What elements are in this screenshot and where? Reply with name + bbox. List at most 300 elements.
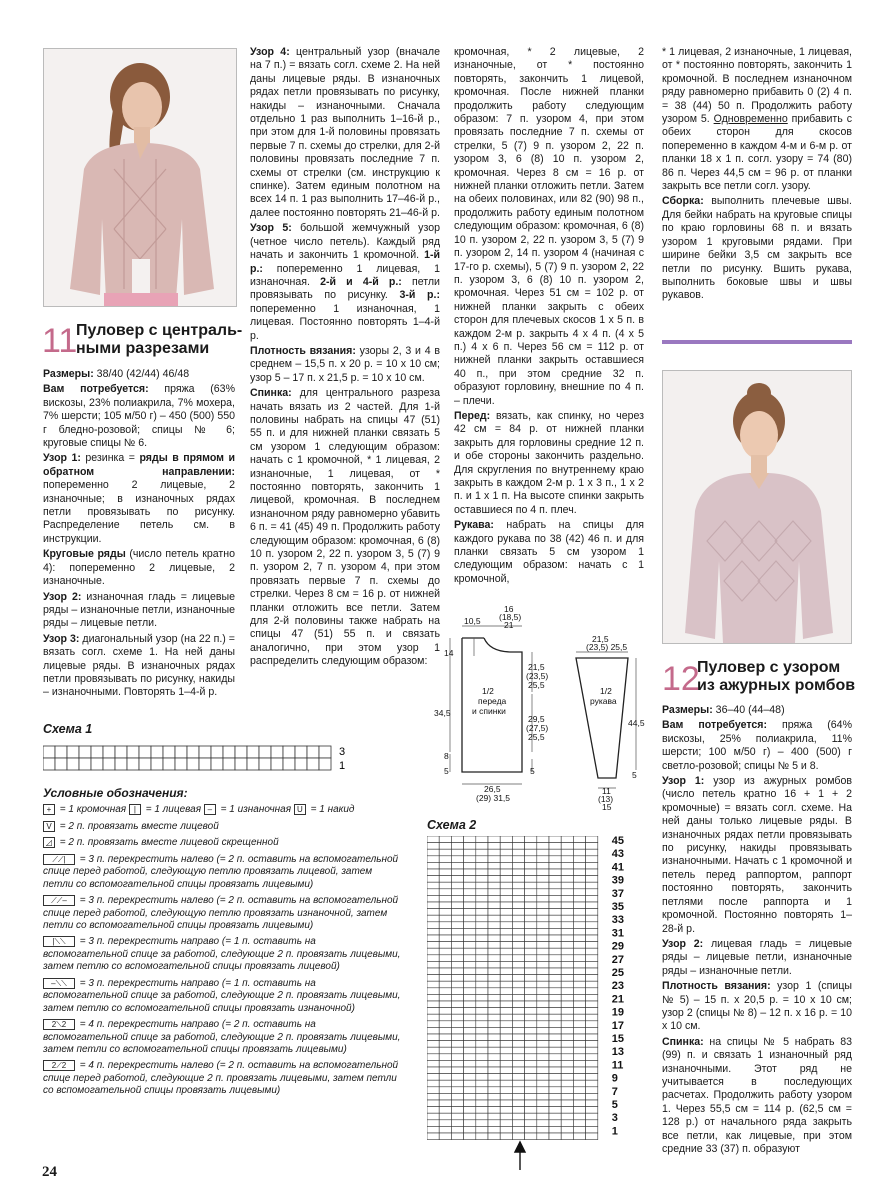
- schema2-cell: [500, 876, 512, 883]
- schema1-cell: [175, 758, 187, 770]
- schema1-cell: [319, 758, 331, 770]
- schema2-cell: [439, 935, 451, 942]
- schema2-cell: [464, 902, 476, 909]
- schema2-row-label: 3: [611, 1112, 618, 1125]
- schema2-cell: [464, 1021, 476, 1028]
- schema2-cell: [451, 1080, 463, 1087]
- schema2-cell: [439, 915, 451, 922]
- schema2-cell: [427, 869, 439, 876]
- materials-value-12: пряжа (64% вискозы, 25% полиакрила, 11% шерсти; 100 м/50 г) – 400 (500) г светло-розовой; спицы № 5 и 8.: [662, 719, 852, 772]
- sleeve-bottom-3: 15: [602, 802, 612, 810]
- schema2-cell: [464, 1087, 476, 1094]
- schema2-cell: [488, 961, 500, 968]
- pattern-11-column-3: [454, 46, 644, 588]
- schema2-cell: [451, 882, 463, 889]
- schema2-cell: [451, 915, 463, 922]
- schema2-cell: [427, 1021, 439, 1028]
- schema2-cell: [537, 981, 549, 988]
- back-label: Спинка:: [250, 387, 292, 400]
- schema2-cell: [586, 895, 598, 902]
- schema2-cell: [439, 1087, 451, 1094]
- schema2-cell: [427, 902, 439, 909]
- schema2-cell: [525, 1067, 537, 1074]
- column4-text-a: * 1 лицевая, 2 изнаночные, 1 лицевая, от * постоянно повторять, закончить 1 кромочной. В последнем изнаночном ряду равномерно прибавить 0 (2) 4 п. = 38 (44) 50 п. Продолжить работу узором 5.: [662, 46, 852, 126]
- schema2-cell: [586, 862, 598, 869]
- legend-item: [43, 804, 401, 817]
- schema2-cell: [427, 1126, 439, 1133]
- schema2-cell: [586, 961, 598, 968]
- schema1-cell: [223, 758, 235, 770]
- schema2-cell: [464, 836, 476, 843]
- schema2-cell: [451, 1027, 463, 1034]
- schema2-cell: [464, 928, 476, 935]
- schema2-cell: [476, 981, 488, 988]
- uzor2-label: Узор 2:: [43, 590, 82, 603]
- schema2-cell: [525, 1041, 537, 1048]
- schema2-cell: [439, 849, 451, 856]
- schema2-cell: [439, 1021, 451, 1028]
- legend-symbol: –: [204, 804, 216, 815]
- schema2-cell: [439, 1041, 451, 1048]
- schema2-cell: [476, 942, 488, 949]
- schema2-cell: [476, 1080, 488, 1087]
- schema2-cell: [500, 975, 512, 982]
- schema2-cell: [488, 1047, 500, 1054]
- schema2-cell: [500, 942, 512, 949]
- schema2-cell: [512, 889, 524, 896]
- legend-item: [43, 854, 401, 891]
- schema2-cell: [488, 968, 500, 975]
- uzor1-label: Узор 1:: [43, 452, 81, 465]
- schema2-cell: [537, 942, 549, 949]
- schema2-cell: [549, 1060, 561, 1067]
- schema2-cell: [586, 1034, 598, 1041]
- schema2-cell: [512, 895, 524, 902]
- schema2-cell: [525, 994, 537, 1001]
- schema2-cell: [561, 1107, 573, 1114]
- schema2-cell: [500, 1080, 512, 1087]
- schema2-cell: [476, 1113, 488, 1120]
- schema2-cell: [427, 948, 439, 955]
- schema1-row-label-3: 3: [339, 746, 346, 758]
- schema2-cell: [537, 935, 549, 942]
- schema2-cell: [427, 1080, 439, 1087]
- schema2-cell: [512, 1041, 524, 1048]
- schema1-cell: [79, 746, 91, 758]
- schema2-cell: [549, 849, 561, 856]
- schema2-cell: [549, 1021, 561, 1028]
- schema2-cell: [573, 856, 585, 863]
- schema2-cell: [488, 882, 500, 889]
- schema2-cell: [573, 1027, 585, 1034]
- schema2-cell: [561, 902, 573, 909]
- schema1-cell: [307, 758, 319, 770]
- schema2-cell: [427, 1047, 439, 1054]
- schema2-cell: [586, 849, 598, 856]
- schema2-cell: [488, 975, 500, 982]
- schema2-cell: [488, 1080, 500, 1087]
- schema2-cell: [439, 1100, 451, 1107]
- schema2-cell: [476, 909, 488, 916]
- schema1-cell: [223, 746, 235, 758]
- schema2-cell: [500, 922, 512, 929]
- schema2-cell: [549, 1120, 561, 1127]
- schema1-cell: [307, 746, 319, 758]
- schema2-cell: [476, 975, 488, 982]
- schema2-cell: [573, 975, 585, 982]
- legend-text: = 3 п. перекрестить налево (= 2 п. оставить на вспомогательной спице перед работой, следующую петлю провязать лицевой, затем петли со вспомогательной спицы провязать лицевыми): [43, 853, 399, 890]
- schema2-cell: [537, 961, 549, 968]
- schema2-cell: [549, 856, 561, 863]
- schema2-cell: [586, 935, 598, 942]
- schema2-cell: [586, 1087, 598, 1094]
- materials-value: пряжа (63% вискозы, 23% полиакрила, 7% мохера, 7% шерсти; 105 м/50 г) – 450 (500) 550 г бледно-розовой; спицы № 6; круговые спицы № 6.: [43, 383, 235, 450]
- schema2-cell: [537, 1133, 549, 1140]
- schema2-cell: [512, 988, 524, 995]
- schema2-cell: [512, 922, 524, 929]
- schema2-cell: [525, 981, 537, 988]
- schema2-cell: [586, 1107, 598, 1114]
- schema2-cell: [451, 1034, 463, 1041]
- schema2-cell: [561, 1060, 573, 1067]
- schema2-cell: [439, 1113, 451, 1120]
- schema2-cell: [561, 1021, 573, 1028]
- schema2-cell: [500, 869, 512, 876]
- schema2-cell: [537, 1080, 549, 1087]
- schema2-cell: [549, 1008, 561, 1015]
- schema2-cell: [586, 1113, 598, 1120]
- legend-text: = 4 п. перекрестить направо (= 2 п. оставить на вспомогательной спице за работой, следующие 2 п. провязать лицевыми, затем петли со вспомогательной спицы провязать лицевыми): [43, 1019, 401, 1056]
- schema1-cell: [151, 746, 163, 758]
- schema2-cell: [549, 981, 561, 988]
- schema2-row-label: 43: [611, 848, 625, 861]
- schema2-cell: [512, 942, 524, 949]
- schema2-cell: [586, 876, 598, 883]
- schema2-cell: [427, 1113, 439, 1120]
- schema2-cell: [451, 1041, 463, 1048]
- uzor1-text-12: узор из ажурных ромбов (число петель кратно 16 + 1 + 2 кромочные) = вязать согл. схеме. На ней даны только лицевые ряды. В изнаночных рядах петли провязывать по рисунку, накиды провязывать изнаночными. Начать с 1 кромочной и петель перед раппортом, раппорт постоянно повторять, закончить петлями после раппорта и 1 кромочной. Постоянно повторять 1–28-й р.: [662, 775, 852, 935]
- schema2-cell: [525, 869, 537, 876]
- schema2-cell: [525, 836, 537, 843]
- uzor1-text-b: попеременно 2 лицевые, 2 изнаночные; в изнаночных рядах петли провязывать по рисунку. Распределение петель см. в инструкции.: [43, 479, 235, 545]
- schema2-cell: [500, 1126, 512, 1133]
- schema2-cell: [488, 1014, 500, 1021]
- legend-text: = 1 кромочная: [57, 804, 129, 816]
- schema2-cell: [512, 1100, 524, 1107]
- schema2-cell: [427, 1100, 439, 1107]
- schema2-cell: [500, 935, 512, 942]
- schema2-cell: [451, 1067, 463, 1074]
- schema2-cell: [476, 862, 488, 869]
- body-top-width-b: (18,5): [499, 612, 522, 622]
- legend-text: = 3 п. перекрестить направо (= 1 п. оставить на вспомогательной спице за работой, следующие 2 п. провязать лицевыми, затем петлю со вспомогательной спицы провязать изнаночной): [43, 977, 401, 1014]
- schema2-cell: [476, 1120, 488, 1127]
- schema2-cell: [525, 928, 537, 935]
- schema2-cell: [573, 948, 585, 955]
- schema2-cell: [512, 1093, 524, 1100]
- schema2-cell: [573, 876, 585, 883]
- schema2-cell: [439, 1060, 451, 1067]
- schema2-cell: [439, 981, 451, 988]
- schema2-cell: [427, 988, 439, 995]
- schema2-row-label: 17: [611, 1019, 625, 1032]
- schema2-cell: [439, 1034, 451, 1041]
- schema2-cell: [451, 862, 463, 869]
- schema2-cell: [512, 843, 524, 850]
- schema2-cell: [525, 1113, 537, 1120]
- schema2-cell: [500, 1034, 512, 1041]
- schema2-cell: [512, 856, 524, 863]
- sleeve-band: 5: [632, 770, 637, 780]
- schema2-cell: [537, 1060, 549, 1067]
- schema2-cell: [537, 922, 549, 929]
- front-text: вязать, как спинку, но через 42 см = 84 р. от нижней планки закрыть для горловины средние 12 п. и обе стороны закончить раздельно. Для скругления по внутреннему краю закрыть в каждом 2-м р. 1 х 3 п., 1 х 2 п. и 1 х 1 п. На высоте спинки закрыть оставшиеся по 4 п. плеч.: [454, 409, 644, 516]
- schema2-cell: [427, 856, 439, 863]
- schema2-cell: [500, 1041, 512, 1048]
- schema2-cell: [573, 1014, 585, 1021]
- materials-label-12: Вам потребуется:: [662, 719, 767, 732]
- schema2-cell: [476, 1107, 488, 1114]
- schema2-cell: [525, 1060, 537, 1067]
- schema2-cell: [573, 1074, 585, 1081]
- schema2-cell: [549, 1014, 561, 1021]
- schema2-cell: [439, 902, 451, 909]
- schema1-cell: [115, 746, 127, 758]
- schema1-cell: [79, 758, 91, 770]
- schema2-cell: [573, 1087, 585, 1094]
- schema2-row-label: 21: [611, 993, 625, 1006]
- schema2-cell: [525, 849, 537, 856]
- uzor5-row3: 3-й р.:: [399, 289, 440, 302]
- density-text: узоры 2, 3 и 4 в среднем – 15,5 п. х 20 р. = 10 х 10 см; узор 5 – 17 п. х 21,5 р. = 10 х 10 см.: [250, 344, 440, 384]
- schema2-cell: [537, 856, 549, 863]
- legend-text: = 3 п. перекрестить направо (= 1 п. оставить на вспомогательной спице за работой, следующие 2 п. провязать лицевыми, затем петлю со вспомогательной спицы провязать лицевой): [43, 936, 401, 973]
- schema2-cell: [537, 909, 549, 916]
- body-slit: 8: [444, 751, 449, 761]
- schema2-cell: [549, 1126, 561, 1133]
- schema2-cell: [512, 1133, 524, 1140]
- uzor2-label-12: Узор 2:: [662, 937, 704, 950]
- schema2-cell: [537, 1041, 549, 1048]
- schema1-cell: [127, 758, 139, 770]
- schema1-cell: [55, 758, 67, 770]
- schema2-cell: [512, 1027, 524, 1034]
- schema2-cell: [549, 994, 561, 1001]
- schema2-cell: [586, 968, 598, 975]
- schema2-cell: [439, 843, 451, 850]
- schema2-cell: [525, 1093, 537, 1100]
- schema2-cell: [525, 1014, 537, 1021]
- schema2-cell: [451, 988, 463, 995]
- uzor2-text: изнаночная гладь = лицевые ряды – изнаночные петли, изнаночные ряды – лицевые петли.: [43, 590, 235, 630]
- pattern-12-number: 12: [662, 660, 700, 698]
- schema2-cell: [549, 895, 561, 902]
- schema2-cell: [537, 928, 549, 935]
- schema2-cell: [573, 981, 585, 988]
- schema2-cell: [427, 968, 439, 975]
- schema2-cell: [561, 1041, 573, 1048]
- schema2-cell: [573, 909, 585, 916]
- legend-item: [43, 1060, 401, 1097]
- schema2-cell: [549, 1093, 561, 1100]
- schema2-cell: [549, 1054, 561, 1061]
- schema2-cell: [586, 1001, 598, 1008]
- schema2-cell: [500, 1021, 512, 1028]
- schema2-cell: [476, 876, 488, 883]
- body-label-2: переда: [478, 696, 507, 706]
- legend-item: [43, 895, 401, 932]
- schema2-cell: [537, 1087, 549, 1094]
- density-label-12: Плотность вязания:: [662, 980, 771, 993]
- schema2-cell: [476, 948, 488, 955]
- schema2-cell: [573, 988, 585, 995]
- schema2-cell: [427, 955, 439, 962]
- pattern-11-column-4: [662, 46, 852, 305]
- schema2-cell: [476, 1133, 488, 1140]
- schema2-cell: [488, 928, 500, 935]
- schema2-row-label: 27: [611, 953, 625, 966]
- schema2-cell: [500, 1008, 512, 1015]
- schema2-cell: [439, 955, 451, 962]
- schema2-cell: [586, 981, 598, 988]
- schema2-cell: [573, 928, 585, 935]
- schema2-cell: [464, 1107, 476, 1114]
- uzor1-label-12: Узор 1:: [662, 775, 705, 788]
- schema2-cell: [512, 935, 524, 942]
- sizes-label-12: Размеры:: [662, 704, 713, 716]
- schema2-cell: [464, 922, 476, 929]
- body-top-width: 16: [504, 604, 514, 614]
- page-number: 24: [42, 1164, 57, 1180]
- schema2-cell: [549, 1087, 561, 1094]
- schema2-cell: [427, 1093, 439, 1100]
- schema2-cell: [476, 1034, 488, 1041]
- schema2-cell: [439, 882, 451, 889]
- schema2-cell: [464, 849, 476, 856]
- schema2-cell: [476, 1074, 488, 1081]
- schema1-cell: [271, 746, 283, 758]
- schema2-cell: [537, 869, 549, 876]
- schema2-cell: [525, 1001, 537, 1008]
- schema2-cell: [537, 1113, 549, 1120]
- schema1-cell: [139, 758, 151, 770]
- schema2-cell: [573, 902, 585, 909]
- schema2-cell: [451, 1113, 463, 1120]
- legend-symbol: |: [129, 804, 141, 815]
- schema2-cell: [561, 1093, 573, 1100]
- schema2-cell: [451, 1093, 463, 1100]
- schema2-cell: [573, 994, 585, 1001]
- schema2-cell: [549, 1001, 561, 1008]
- schema2-cell: [488, 889, 500, 896]
- schema2-cell: [500, 968, 512, 975]
- schema2-cell: [451, 869, 463, 876]
- schema2-cell: [464, 994, 476, 1001]
- schema2-cell: [586, 1080, 598, 1087]
- schema2-cell: [525, 975, 537, 982]
- uzor5-text-a: большой жемчужный узор (четное число петель). Каждый ряд начать и закончить 1 кромочной.: [250, 222, 440, 262]
- schema2-row-label: 37: [611, 887, 625, 900]
- schema2-cell: [586, 1126, 598, 1133]
- schema2-cell: [512, 915, 524, 922]
- schema2-cell: [500, 1107, 512, 1114]
- schema2-cell: [464, 948, 476, 955]
- schema2-cell: [500, 843, 512, 850]
- schema2-cell: [464, 895, 476, 902]
- schema2-cell: [500, 1133, 512, 1140]
- sizes-label: Размеры:: [43, 368, 94, 380]
- schema2-cell: [561, 1014, 573, 1021]
- schema2-cell: [464, 1074, 476, 1081]
- schema2-cell: [525, 915, 537, 922]
- schema2-cell: [488, 1060, 500, 1067]
- schema2-cell: [488, 1107, 500, 1114]
- schema2-cell: [561, 862, 573, 869]
- schema2-cell: [573, 961, 585, 968]
- sleeve-top-2: (23,5) 25,5: [586, 642, 628, 652]
- schema2-cell: [561, 955, 573, 962]
- schema2-cell: [427, 1087, 439, 1094]
- sleeve-bottom-1: 11: [602, 786, 611, 796]
- legend-symbol: ◿: [43, 837, 55, 848]
- schema2-cell: [451, 1014, 463, 1021]
- schema2-cell: [476, 915, 488, 922]
- legend-text: = 3 п. перекрестить налево (= 2 п. оставить на вспомогательной спице перед работой, следующую петлю провязать изнаночной, затем петли со вспомогательной спицы провязать лицевыми): [43, 895, 399, 931]
- legend-text: = 1 накид: [307, 804, 355, 816]
- schema2-cell: [464, 1113, 476, 1120]
- schema2-cell: [512, 1034, 524, 1041]
- schema2-cell: [439, 928, 451, 935]
- schema2-cell: [451, 961, 463, 968]
- schema2-cell: [549, 1041, 561, 1048]
- sleeve-top-1: 21,5: [592, 634, 609, 644]
- schema2-cell: [586, 942, 598, 949]
- schema2-cell: [561, 922, 573, 929]
- schema2-cell: [464, 1008, 476, 1015]
- schema2-cell: [537, 1100, 549, 1107]
- schema2-cell: [451, 1133, 463, 1140]
- sizes-value: 38/40 (42/44) 46/48: [93, 368, 190, 380]
- sleeve-label-2: рукава: [590, 696, 617, 706]
- uzor1-text-a: резинка =: [80, 452, 140, 465]
- schema2-cell: [561, 981, 573, 988]
- schema2-cell: [586, 948, 598, 955]
- schema2-cell: [464, 1080, 476, 1087]
- schema2-cell: [537, 882, 549, 889]
- schema2-cell: [525, 1054, 537, 1061]
- schema2-cell: [512, 836, 524, 843]
- schema2-cell: [476, 1041, 488, 1048]
- schema2-cell: [525, 889, 537, 896]
- schema2-cell: [561, 882, 573, 889]
- schema2-cell: [561, 889, 573, 896]
- schema2-cell: [525, 942, 537, 949]
- schema1-cell: [235, 758, 247, 770]
- body-bottom-2: (29) 31,5: [476, 793, 511, 803]
- schema1-cell: [187, 758, 199, 770]
- schema2-cell: [525, 968, 537, 975]
- schema2-cell: [488, 849, 500, 856]
- legend-text: = 4 п. перекрестить налево (= 2 п. оставить на вспомогательной спице перед работой, следующие 2 п. провязать лицевыми, затем петли со вспомогательной спицы провязать лицевыми): [43, 1060, 399, 1097]
- schema2-cell: [525, 1047, 537, 1054]
- uzor5-row1: 1-й р.:: [250, 249, 440, 275]
- schema2-cell: [586, 988, 598, 995]
- schema2-cell: [537, 889, 549, 896]
- schema2-cell: [500, 915, 512, 922]
- schema2-cell: [512, 1054, 524, 1061]
- schema1-cell: [199, 758, 211, 770]
- schema2-cell: [439, 856, 451, 863]
